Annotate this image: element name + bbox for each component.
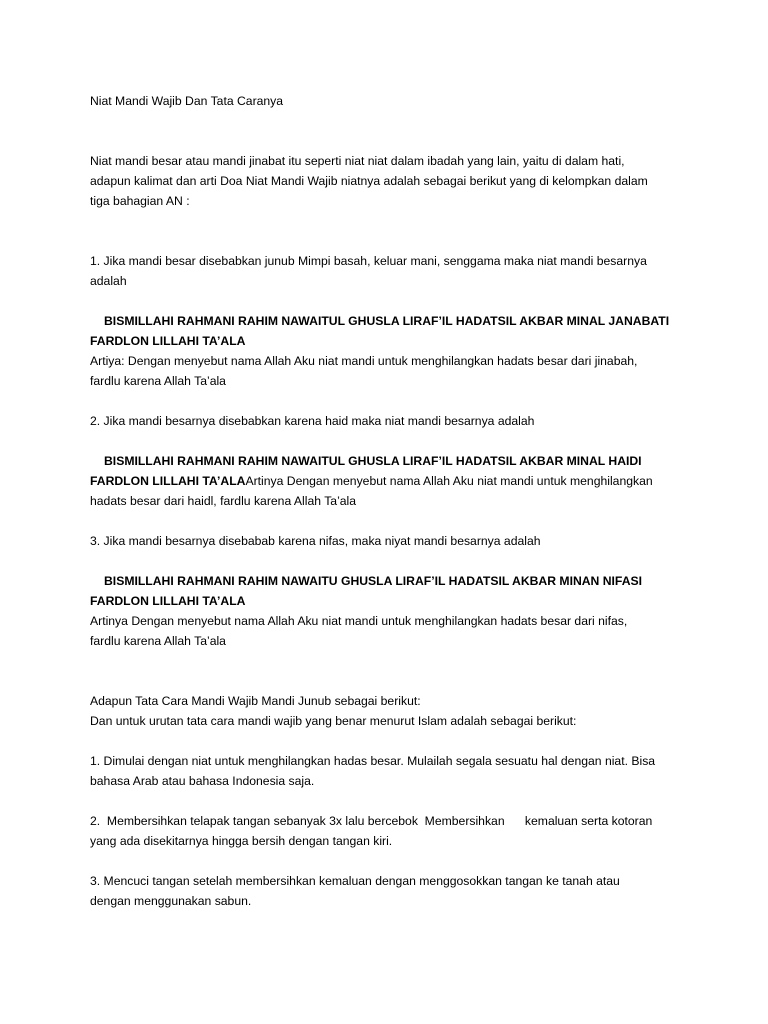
step1-line-2: bahasa Arab atau bahasa Indonesia saja. [90, 774, 315, 788]
item1-line-1: 1. Jika mandi besar disebabkan junub Mimpi basah, keluar mani, senggama maka niat mandi besarnya [90, 254, 647, 268]
item1-arti-line-2: fardlu karena Allah Ta’ala [90, 374, 226, 388]
item1-niat-line-1: BISMILLAHI RAHMANI RAHIM NAWAITUL GHUSLA LIRAF’IL HADATSIL AKBAR MINAL JANABATI [104, 314, 670, 328]
step3-line-2: dengan menggunakan sabun. [90, 894, 252, 908]
document-title: Niat Mandi Wajib Dan Tata Caranya [90, 94, 284, 108]
step3-line-1: 3. Mencuci tangan setelah membersihkan kemaluan dengan menggosokkan tangan ke tanah atau [90, 874, 620, 888]
item3-line: 3. Jika mandi besarnya disebabab karena nifas, maka niyat mandi besarnya adalah [90, 534, 541, 548]
item2-niat-line-1: BISMILLAHI RAHMANI RAHIM NAWAITUL GHUSLA LIRAF’IL HADATSIL AKBAR MINAL HAIDI [104, 454, 642, 468]
item2-line: 2. Jika mandi besarnya disebabkan karena haid maka niat mandi besarnya adalah [90, 414, 535, 428]
item1-line-2: adalah [90, 274, 127, 288]
item3-arti-line-1: Artinya Dengan menyebut nama Allah Aku niat mandi untuk menghilangkan hadats besar dari nifas, [90, 614, 628, 628]
item1-arti-line-1: Artiya: Dengan menyebut nama Allah Aku niat mandi untuk menghilangkan hadats besar dari jinabah, [90, 354, 638, 368]
item2-arti-inline: Artinya Dengan menyebut nama Allah Aku niat mandi untuk menghilangkan [245, 474, 653, 488]
tata-cara-heading: Adapun Tata Cara Mandi Wajib Mandi Junub sebagai berikut: [90, 694, 421, 708]
item1-niat-line-2: FARDLON LILLAHI TA’ALA [90, 334, 246, 348]
step1-line-1: 1. Dimulai dengan niat untuk menghilangkan hadas besar. Mulailah segala sesuatu hal dengan niat. Bisa [90, 754, 656, 768]
intro-line-3: tiga bahagian AN : [90, 194, 190, 208]
item2-niat-end: FARDLON LILLAHI TA’ALA [90, 474, 246, 488]
intro-line-2: adapun kalimat dan arti Doa Niat Mandi Wajib niatnya adalah sebagai berikut yang di kelompkan dalam [90, 174, 648, 188]
tata-cara-subheading: Dan untuk urutan tata cara mandi wajib yang benar menurut Islam adalah sebagai berikut: [90, 714, 577, 728]
item3-niat-line-1: BISMILLAHI RAHMANI RAHIM NAWAITU GHUSLA LIRAF’IL HADATSIL AKBAR MINAN NIFASI [104, 574, 643, 588]
intro-line-1: Niat mandi besar atau mandi jinabat itu seperti niat niat dalam ibadah yang lain, yaitu di dalam hati, [90, 154, 625, 168]
item3-niat-line-2: FARDLON LILLAHI TA’ALA [90, 594, 246, 608]
step2-line-1: 2. Membersihkan telapak tangan sebanyak 3x lalu bercebok Membersihkan kemaluan serta kotoran [90, 814, 653, 828]
item2-niat-line-2 [90, 471, 710, 491]
step2-line-2: yang ada disekitarnya hingga bersih dengan tangan kiri. [90, 834, 393, 848]
item2-arti-line-2: hadats besar dari haidl, fardlu karena Allah Ta’ala [90, 494, 357, 508]
item3-arti-line-2: fardlu karena Allah Ta’ala [90, 634, 226, 648]
